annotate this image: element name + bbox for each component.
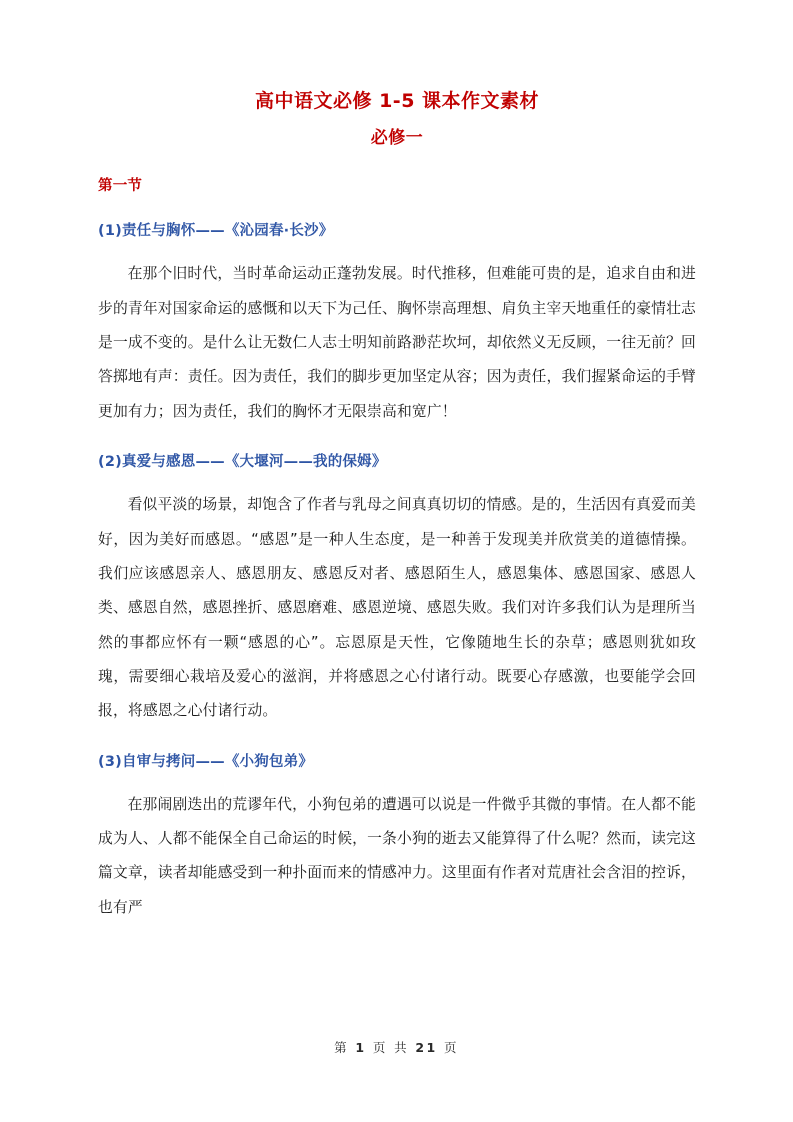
footer-suffix: 页 xyxy=(444,1040,459,1055)
subsection-paragraph-3: 在那闹剧迭出的荒谬年代，小狗包弟的遭遇可以说是一件微乎其微的事情。在人都不能成为人、人都不能保全自己命运的时候，一条小狗的逝去又能算得了什么呢？然而，读完这篇文章，读者却能感受到一种扑面而来的情感冲力。这里面有作者对荒唐社会含泪的控诉，也有严 xyxy=(98,795,696,916)
page-footer xyxy=(0,1038,793,1056)
section-label: 第一节 xyxy=(98,178,143,195)
subsection-heading-3: (3)自审与拷问——《小狗包弟》 xyxy=(98,753,314,770)
subsection-paragraph-2: 看似平淡的场景，却饱含了作者与乳母之间真真切切的情感。是的，生活因有真爱而美好，因为美好而感恩。“感恩”是一种人生态度，是一种善于发现美并欣赏美的道德情操。我们应该感恩亲人、感恩朋友、感恩反对者、感恩陌生人，感恩集体、感恩国家、感恩人类、感恩自然，感恩挫折、感恩磨难、感恩逆境、感恩失败。我们对许多我们认为是理所当然的事都应怀有一颗“感恩的心”。忘恩原是天性，它像随地生长的杂草；感恩则犹如玫瑰，需要细心栽培及爱心的滋润，并将感恩之心付诸行动。既要心存感激，也要能学会回报，将感恩之心付诸行动。 xyxy=(98,496,696,720)
subsection-heading-2: (2)真爱与感恩——《大堰河——我的保姆》 xyxy=(98,454,387,471)
footer-total-pages: 21 xyxy=(415,1040,438,1055)
subsection-heading-1: (1)责任与胸怀——《沁园春·长沙》 xyxy=(98,223,334,240)
document-title: 高中语文必修 1-5 课本作文素材 xyxy=(254,90,540,112)
footer-page-number: 1 xyxy=(355,1040,367,1055)
subsection-paragraph-1: 在那个旧时代，当时革命运动正蓬勃发展。时代推移，但难能可贵的是，追求自由和进步的青年对国家命运的感慨和以天下为己任、胸怀崇高理想、肩负主宰天地重任的豪情壮志是一成不变的。是什么让无数仁人志士明知前路渺茫坎坷，却依然义无反顾，一往无前？回答掷地有声：责任。因为责任，我们的脚步更加坚定从容；因为责任，我们握紧命运的手臂更加有力；因为责任，我们的胸怀才无限崇高和宽广！ xyxy=(98,265,696,420)
document-subtitle: 必修一 xyxy=(370,127,424,148)
document-content xyxy=(98,88,696,925)
footer-prefix: 第 xyxy=(334,1040,349,1055)
footer-middle: 页 共 xyxy=(372,1040,410,1055)
